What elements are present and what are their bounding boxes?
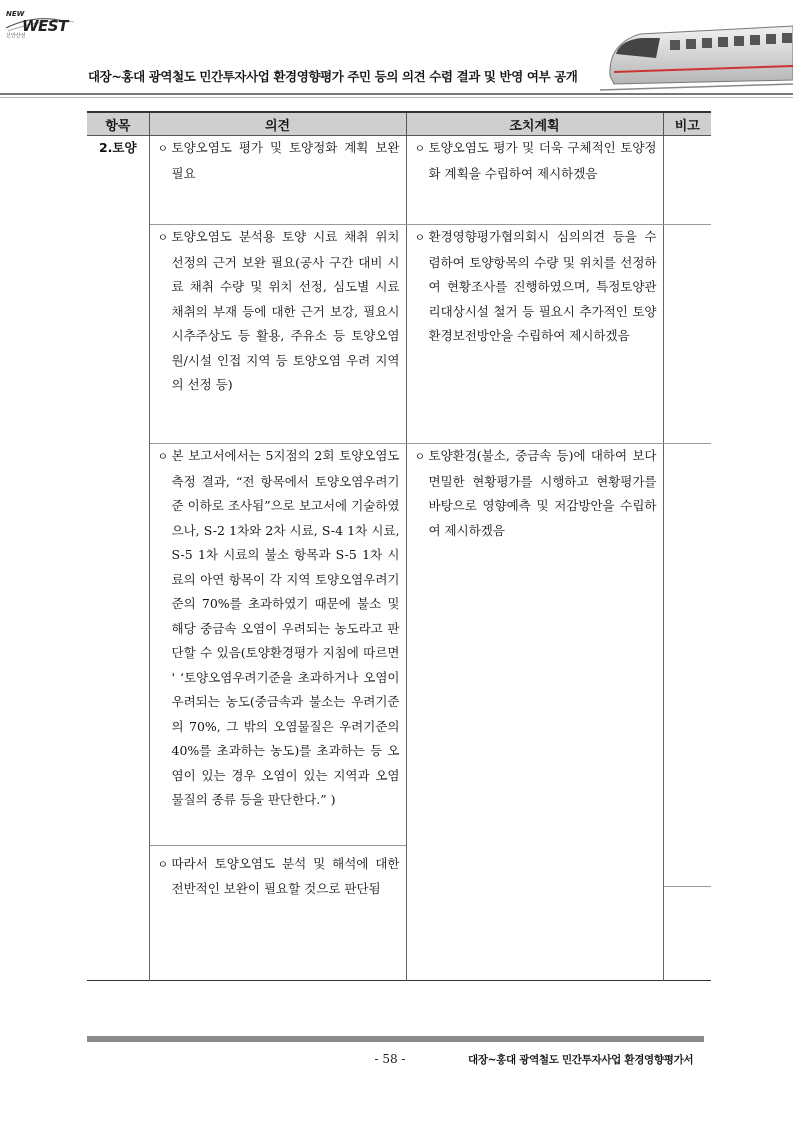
bullet-mark: ㅇ (157, 142, 169, 155)
note-cell (663, 136, 711, 225)
item-label: 2.토양 (98, 140, 137, 155)
bullet-mark: ㅇ (157, 450, 169, 463)
opinion-cell (149, 444, 406, 981)
note-cell (663, 225, 711, 444)
opinion-cell (149, 225, 406, 444)
plan-cell (406, 136, 663, 225)
plan-cell (406, 225, 663, 444)
opinion-cell (149, 136, 406, 225)
plan-text: 환경영향평가협의회시 심의의견 등을 수렴하여 토양항목의 수량 및 위치를 선정하여 현황조사를 진행하였으며, 특정토양관리대상시설 철거 등 필요시 추가적인 토양환경보전방안을 수립하여 제시하겠음 (428, 229, 657, 343)
note-cell (663, 444, 711, 981)
logo-new-text: NEW (6, 10, 25, 18)
header-divider-thin (0, 97, 793, 98)
opinion-text-2: 따라서 토양오염도 분석 및 해석에 대한 전반적인 보완이 필요할 것으로 판단됨 (171, 855, 400, 896)
plan-text: 토양환경(불소, 중금속 등)에 대하여 보다 면밀한 현황평가를 시행하고 현황평가를 바탕으로 영향예측 및 저감방안을 수립하여 제시하겠음 (428, 448, 657, 538)
train-illustration-icon (600, 14, 793, 94)
footer-bar (87, 1036, 704, 1042)
bullet-mark: ㅇ (157, 857, 169, 871)
header-divider (0, 93, 793, 95)
logo-sub-text: 신안산선 (6, 33, 26, 39)
bullet-mark: ㅇ (414, 142, 426, 155)
logo-west-text: WEST (22, 17, 68, 35)
bullet-mark: ㅇ (414, 231, 426, 244)
plan-cell (406, 444, 663, 981)
company-logo (4, 8, 104, 44)
page-number: - 58 - (374, 1052, 406, 1066)
page-header (0, 0, 793, 100)
table-row (87, 444, 711, 981)
header-note: 비고 (663, 112, 711, 136)
header-item: 항목 (87, 112, 149, 136)
plan-text: 토양오염도 평가 및 더욱 구체적인 토양정화 계획을 수립하여 제시하겠음 (428, 140, 657, 181)
bullet-mark: ㅇ (157, 231, 169, 244)
table-row (87, 136, 711, 225)
header-title: 대장~홍대 광역철도 민간투자사업 환경영향평가 주민 등의 의견 수렴 결과 및 반영 여부 공개 (88, 69, 578, 84)
bullet-mark: ㅇ (414, 450, 426, 463)
header-opinion: 의견 (149, 112, 406, 136)
table-row (87, 225, 711, 444)
footer-title: 대장~홍대 광역철도 민간투자사업 환경영향평가서 (468, 1054, 694, 1066)
item-cell (87, 136, 149, 981)
header-plan: 조치계획 (406, 112, 663, 136)
opinion-text: 토양오염도 평가 및 토양정화 계획 보완 필요 (171, 140, 400, 181)
opinion-table (87, 111, 711, 981)
opinion-text: 토양오염도 분석용 토양 시료 채취 위치 선정의 근거 보완 필요(공사 구간 대비 시료 채취 수량 및 위치 선정, 심도별 시료 채취의 부재 등에 대한 근거 보강, 필요시 시추주상도 등 활용, 주유소 등 토양오염원/시설 인접 지역 등 토양오염 우려 지역의 선정 등) (171, 229, 400, 392)
opinion-text: 본 보고서에서는 5지점의 2회 토양오염도 측정 결과, “전 항목에서 토양오염우려기준 이하로 조사됨”으로 보고서에 기술하였으나, S-2 1차와 2차 시료, S-4 1차 시료, S-5 1차 시료의 불소 항목과 S-5 1차 시료의 아연 항목이 각 지역 토양오염우려기준의 70%를 초과하였기 때문에 불소 및 해당 중금속 오염이 우려되는 농도라고 판단할 수 있음(토양환경평가 지침에 따르면 ' ‘토양오염우려기준을 초과하거나 오염이 우려되는 농도(중금속과 불소는 우려기준의 70%, 그 밖의 오염물질은 우려기준의 40%를 초과하는 농도)를 초과하는 등 오염이 있는 경우 오염이 있는 지역과 오염물질의 종류 등을 판단한다.” ) (171, 448, 400, 807)
table-header-row (87, 112, 711, 136)
